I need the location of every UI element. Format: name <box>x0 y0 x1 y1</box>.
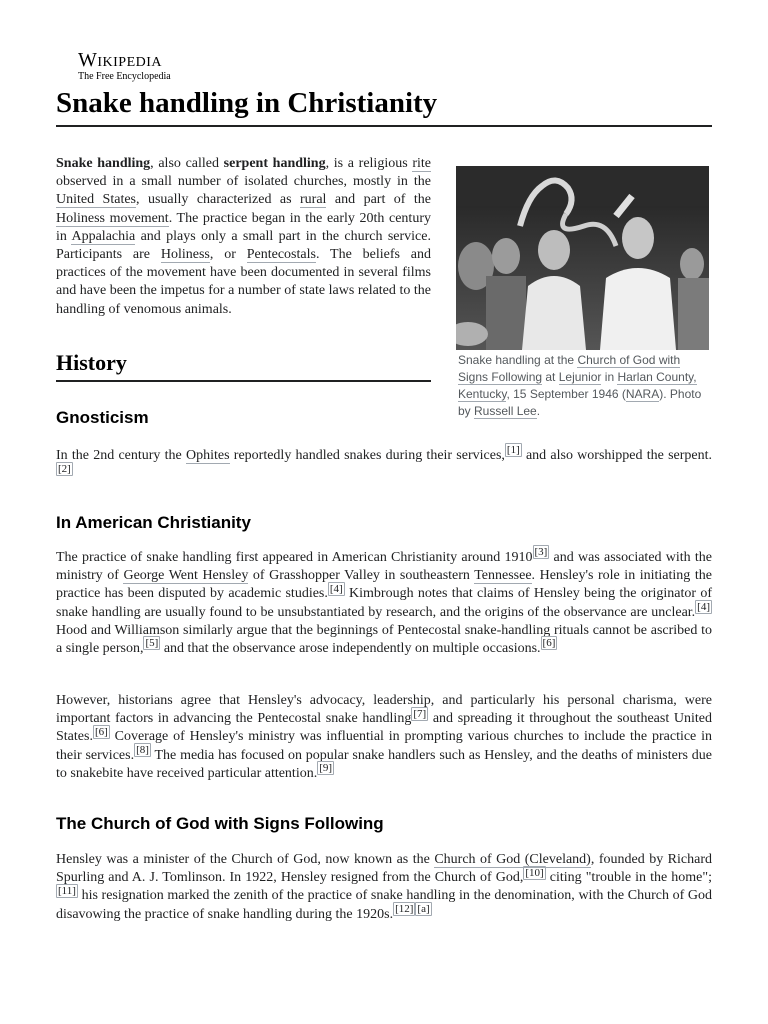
bold-term: serpent handling <box>223 156 326 171</box>
link-tennessee[interactable]: Tennessee <box>474 568 532 584</box>
subheading-church-of-god-signs-following: The Church of God with Signs Following <box>56 814 384 833</box>
page-title: Snake handling in Christianity <box>56 84 712 127</box>
church-paragraph: Hensley was a minister of the Church of God, now known as the Church of God (Cleveland), founded by Richard Spurling and A. J. Tomlinson. In 1922, Hensley resigned from the Church of God, [10] citing "trouble in the home";[11] his resignation marked the zenith of the practice of snake handling in the denomination, with the Church of God disavowing the practice of snake handling during the 1920s. [12] [a] <box>56 852 712 922</box>
link-appalachia[interactable]: Appalachia <box>71 228 136 244</box>
american-paragraph-2: However, historians agree that Hensley's advocacy, leadership, and particularly his personal charisma, were important factors in advancing the Pentecostal snake handling [7] and spreading it throughout the southeast United States. [6] Coverage of Hensley's ministry was influential in prompting various churches to include the practice in their services. [8] The media has focused on popular snake handlers such as Hensley, and the deaths of ministers due to snakebite have received particular attention. [9] <box>56 693 712 781</box>
link-holiness-movement[interactable]: Holiness movement <box>56 210 169 226</box>
citation-ref[interactable]: [6] <box>542 637 556 650</box>
citation-ref[interactable]: [9] <box>319 762 333 775</box>
caption-link-lejunior[interactable]: Lejunior <box>558 370 602 384</box>
link-ophites[interactable]: Ophites <box>186 448 230 463</box>
citation-ref[interactable]: [5] <box>145 637 159 650</box>
citation-ref[interactable]: [1] <box>506 444 520 457</box>
citation-ref[interactable]: [11] <box>58 884 76 897</box>
subheading-gnosticism: Gnosticism <box>56 408 149 427</box>
caption-link-harlan-county[interactable]: Harlan County, Kentucky <box>458 370 697 401</box>
section-heading-history: History <box>56 348 431 382</box>
american-paragraph-1: The practice of snake handling first appeared in American Christianity around 1910 [3] and was associated with the ministry of George Went Hensley of Grasshopper Valley in southeastern Tennessee. Hensley's role in initiating the practice has been disputed by academic studies. [4] Kimbrough notes that claims of Hensley being the originator of snake handling are usually found to be unsubstantiated by research, and the origins of the observance are unclear. [4] Hood and Williamson similarly argue that the beginnings of Pentecostal snake-handling rituals cannot be ascribed to a single person, [5] and that the observance arose independently on multiple occasions. [6] <box>56 546 712 657</box>
link-rural[interactable]: rural <box>300 192 327 208</box>
citation-ref[interactable]: [10] <box>525 866 544 879</box>
citation-ref[interactable]: [6] <box>94 725 108 738</box>
infobox-figure <box>456 166 709 420</box>
link-pentecostals[interactable]: Pentecostals <box>246 247 316 263</box>
logo-tagline: The Free Encyclopedia <box>78 71 171 82</box>
gnosticism-paragraph: In the 2nd century the Ophites reportedly handled snakes during their services, [1] and also worshipped the serpent.[2] <box>56 444 712 475</box>
link-holiness[interactable]: Holiness <box>160 247 210 263</box>
citation-ref[interactable]: [4] <box>329 582 343 595</box>
link-united-states[interactable]: United States <box>56 192 136 208</box>
citation-ref[interactable]: [2] <box>58 462 71 475</box>
bold-term: Snake handling <box>56 156 151 171</box>
wikipedia-logo[interactable] <box>78 50 198 83</box>
link-church-of-god-cleveland[interactable]: Church of God (Cleveland) <box>434 852 591 867</box>
citation-ref[interactable]: [7] <box>413 707 427 720</box>
photo-illustration <box>456 166 709 350</box>
caption-link-church[interactable]: Church of God with Signs Following <box>458 353 681 384</box>
citation-ref[interactable]: [4] <box>697 600 710 613</box>
subheading-american-christianity: In American Christianity <box>56 513 251 532</box>
intro-paragraph: Snake handling, also called serpent handling, is a religious rite observed in a small number of isolated churches, mostly in the United States, usually characterized as rural and part of the Holiness movement. The practice began in the early 20th century in Appalachia and plays only a small part in the church service. Participants are Holiness, or Pentecostals. The beliefs and practices of the movement have been documented in several films and have been the impetus for a number of state laws related to the handling of venomous animals. <box>56 156 431 317</box>
logo-wordmark: Wikipedia <box>78 49 163 71</box>
caption-link-nara[interactable]: NARA <box>625 387 660 401</box>
footnote-ref[interactable]: [a] <box>417 902 430 915</box>
citation-ref[interactable]: [3] <box>534 546 548 559</box>
caption-link-russell-lee[interactable]: Russell Lee <box>474 404 537 418</box>
link-rite[interactable]: rite <box>412 156 431 171</box>
citation-ref[interactable]: [8] <box>136 743 149 756</box>
photo-caption: Snake handling at the Church of God with Signs Following at Lejunior in Harlan County, Kentucky, 15 September 1946 (NARA). Photo by Russell Lee. <box>458 353 702 418</box>
citation-ref[interactable]: [12] <box>395 902 414 915</box>
link-george-went-hensley[interactable]: George Went Hensley <box>123 568 249 584</box>
snake-handling-photo[interactable] <box>456 166 709 350</box>
